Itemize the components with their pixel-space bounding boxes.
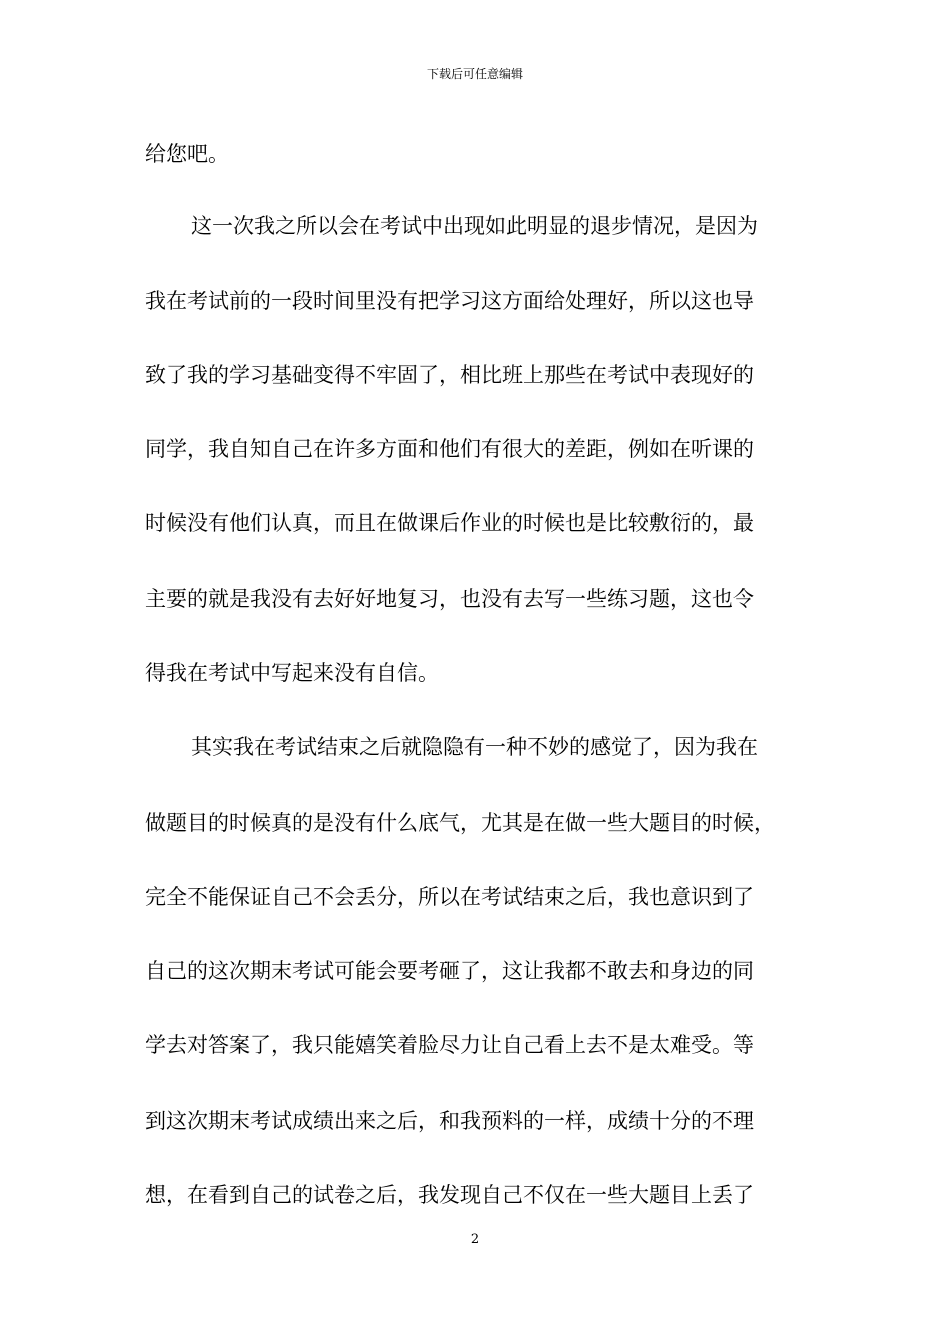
text-line: 想，在看到自己的试卷之后，我发现自己不仅在一些大题目上丢了 bbox=[145, 1183, 754, 1207]
text-line: 给您吧。 bbox=[145, 142, 229, 166]
text-line: 完全不能保证自己不会丢分，所以在考试结束之后，我也意识到了 bbox=[145, 885, 754, 909]
text-line: 这一次我之所以会在考试中出现如此明显的退步情况，是因为 bbox=[191, 214, 758, 238]
text-line: 致了我的学习基础变得不牢固了，相比班上那些在考试中表现好的 bbox=[145, 363, 754, 387]
text-line: 主要的就是我没有去好好地复习，也没有去写一些练习题，这也令 bbox=[145, 587, 754, 611]
page-header: 下载后可任意编辑 bbox=[426, 67, 523, 81]
text-line: 自己的这次期末考试可能会要考砸了，这让我都不敢去和身边的同 bbox=[145, 959, 754, 983]
text-line: 做题目的时候真的是没有什么底气，尤其是在做一些大题目的时候， bbox=[145, 811, 775, 835]
text-line: 到这次期末考试成绩出来之后，和我预料的一样，成绩十分的不理 bbox=[145, 1109, 754, 1133]
text-line: 学去对答案了，我只能嬉笑着脸尽力让自己看上去不是太难受。等 bbox=[145, 1033, 754, 1057]
text-line: 我在考试前的一段时间里没有把学习这方面给处理好，所以这也导 bbox=[145, 289, 754, 313]
text-line: 同学，我自知自己在许多方面和他们有很大的差距，例如在听课的 bbox=[145, 437, 754, 461]
text-line: 时候没有他们认真，而且在做课后作业的时候也是比较敷衍的，最 bbox=[145, 511, 754, 535]
page-number: 2 bbox=[470, 1232, 480, 1247]
text-line: 其实我在考试结束之后就隐隐有一种不妙的感觉了，因为我在 bbox=[191, 735, 758, 759]
text-line: 得我在考试中写起来没有自信。 bbox=[145, 661, 439, 685]
